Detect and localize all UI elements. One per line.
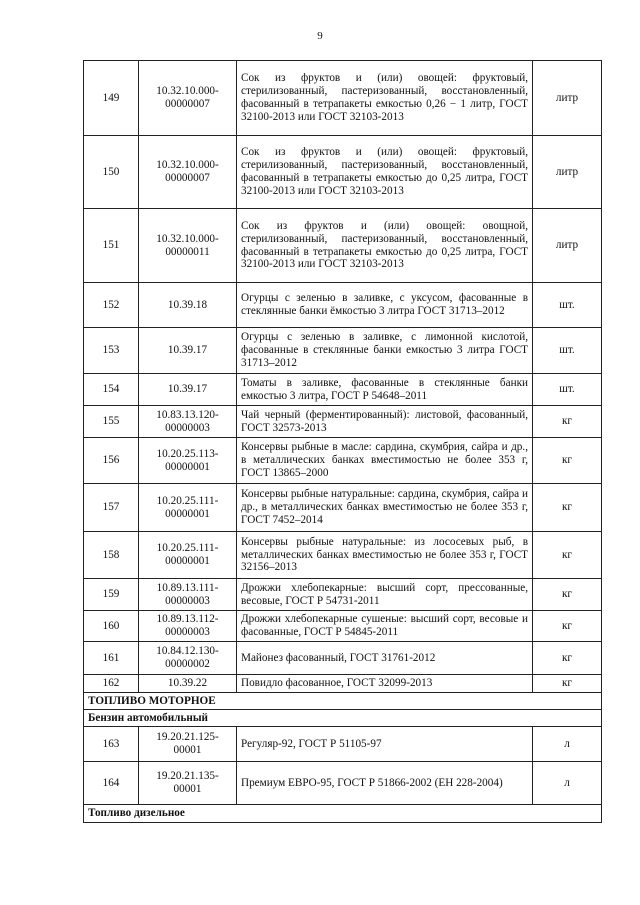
okpd-code: 10.89.13.111-00000003 bbox=[139, 579, 237, 611]
row-number: 164 bbox=[84, 762, 139, 805]
okpd-code: 10.32.10.000-00000007 bbox=[139, 61, 237, 136]
row-number: 160 bbox=[84, 611, 139, 642]
unit-of-measure: кг bbox=[533, 642, 602, 675]
table-row bbox=[84, 727, 602, 762]
unit-of-measure: кг bbox=[533, 438, 602, 484]
row-number: 163 bbox=[84, 727, 139, 762]
unit-of-measure: кг bbox=[533, 611, 602, 642]
okpd-code: 10.39.17 bbox=[139, 328, 237, 374]
row-number: 149 bbox=[84, 61, 139, 136]
unit-of-measure: л bbox=[533, 727, 602, 762]
item-description: Консервы рыбные натуральные: сардина, скумбрия, сайра и др., в металлических банках вместимостью не более 353 г, ГОСТ 7452–2014 bbox=[237, 484, 533, 532]
item-description: Сок из фруктов и (или) овощей: фруктовый, стерилизованный, пастеризованный, восстановленный, фасованный в тетрапакеты емкостью 0,26 − 1 литр, ГОСТ 32100-2013 или ГОСТ 32103-2013 bbox=[237, 61, 533, 136]
unit-of-measure: литр bbox=[533, 136, 602, 209]
item-description: Огурцы с зеленью в заливке, с уксусом, фасованные в стеклянные банки ёмкостью 3 литра ГОСТ 31713–2012 bbox=[237, 283, 533, 328]
unit-of-measure: шт. bbox=[533, 374, 602, 406]
table-row bbox=[84, 328, 602, 374]
okpd-code: 10.20.25.113-00000001 bbox=[139, 438, 237, 484]
unit-of-measure: кг bbox=[533, 532, 602, 579]
row-number: 151 bbox=[84, 209, 139, 283]
unit-of-measure: литр bbox=[533, 209, 602, 283]
table-row bbox=[84, 579, 602, 611]
table-row bbox=[84, 642, 602, 675]
table-row bbox=[84, 61, 602, 136]
row-number: 162 bbox=[84, 675, 139, 693]
row-number: 153 bbox=[84, 328, 139, 374]
okpd-code: 10.32.10.000-00000007 bbox=[139, 136, 237, 209]
item-description: Сок из фруктов и (или) овощей: фруктовый, стерилизованный, пастеризованный, восстановленный, фасованный в тетрапакеты емкостью до 0,25 литра, ГОСТ 32100-2013 или ГОСТ 32103-2013 bbox=[237, 136, 533, 209]
row-number: 154 bbox=[84, 374, 139, 406]
item-description: Консервы рыбные в масле: сардина, скумбрия, сайра и др., в металлических банках вместимостью не более 353 г, ГОСТ 13865–2000 bbox=[237, 438, 533, 484]
subsection-row bbox=[84, 710, 602, 727]
okpd-code: 10.39.22 bbox=[139, 675, 237, 693]
okpd-code: 10.39.18 bbox=[139, 283, 237, 328]
okpd-code: 10.89.13.112-00000003 bbox=[139, 611, 237, 642]
page-number: 9 bbox=[317, 30, 323, 42]
okpd-code: 19.20.21.135-00001 bbox=[139, 762, 237, 805]
table-row bbox=[84, 406, 602, 438]
goods-table bbox=[83, 60, 602, 823]
okpd-code: 19.20.21.125-00001 bbox=[139, 727, 237, 762]
unit-of-measure: кг bbox=[533, 406, 602, 438]
table-row bbox=[84, 762, 602, 805]
table-row bbox=[84, 484, 602, 532]
okpd-code: 10.84.12.130-00000002 bbox=[139, 642, 237, 675]
table-row bbox=[84, 209, 602, 283]
row-number: 158 bbox=[84, 532, 139, 579]
okpd-code: 10.32.10.000-00000011 bbox=[139, 209, 237, 283]
unit-of-measure: кг bbox=[533, 675, 602, 693]
item-description: Консервы рыбные натуральные: из лососевых рыб, в металлических банках вместимостью не более 353 г, ГОСТ 32156–2013 bbox=[237, 532, 533, 579]
row-number: 150 bbox=[84, 136, 139, 209]
row-number: 157 bbox=[84, 484, 139, 532]
row-number: 159 bbox=[84, 579, 139, 611]
item-description: Премиум ЕВРО-95, ГОСТ Р 51866-2002 (ЕН 228-2004) bbox=[237, 762, 533, 805]
subsection-title-diesel: Топливо дизельное bbox=[84, 805, 602, 823]
row-number: 161 bbox=[84, 642, 139, 675]
section-title-motor-fuel: ТОПЛИВО МОТОРНОЕ bbox=[84, 693, 602, 710]
table-row bbox=[84, 283, 602, 328]
row-number: 156 bbox=[84, 438, 139, 484]
table-row bbox=[84, 532, 602, 579]
row-number: 152 bbox=[84, 283, 139, 328]
unit-of-measure: кг bbox=[533, 484, 602, 532]
okpd-code: 10.39.17 bbox=[139, 374, 237, 406]
unit-of-measure: шт. bbox=[533, 328, 602, 374]
item-description: Огурцы с зеленью в заливке, с лимонной кислотой, фасованные в стеклянные банки емкостью 3 литра ГОСТ 31713–2012 bbox=[237, 328, 533, 374]
row-number: 155 bbox=[84, 406, 139, 438]
item-description: Дрожжи хлебопекарные: высший сорт, прессованные, весовые, ГОСТ Р 54731-2011 bbox=[237, 579, 533, 611]
table-row bbox=[84, 136, 602, 209]
section-row bbox=[84, 693, 602, 710]
okpd-code: 10.20.25.111-00000001 bbox=[139, 484, 237, 532]
table-row bbox=[84, 675, 602, 693]
unit-of-measure: кг bbox=[533, 579, 602, 611]
unit-of-measure: литр bbox=[533, 61, 602, 136]
table-row bbox=[84, 438, 602, 484]
table-row bbox=[84, 611, 602, 642]
item-description: Регуляр-92, ГОСТ Р 51105-97 bbox=[237, 727, 533, 762]
unit-of-measure: шт. bbox=[533, 283, 602, 328]
subsection-title-gasoline: Бензин автомобильный bbox=[84, 710, 602, 727]
item-description: Майонез фасованный, ГОСТ 31761-2012 bbox=[237, 642, 533, 675]
item-description: Чай черный (ферментированный): листовой, фасованный, ГОСТ 32573-2013 bbox=[237, 406, 533, 438]
item-description: Сок из фруктов и (или) овощей: овощной, стерилизованный, пастеризованный, восстановленный, фасованный в тетрапакеты емкостью до 0,25 литра, ГОСТ 32100-2013 или ГОСТ 32103-2013 bbox=[237, 209, 533, 283]
item-description: Повидло фасованное, ГОСТ 32099-2013 bbox=[237, 675, 533, 693]
unit-of-measure: л bbox=[533, 762, 602, 805]
item-description: Томаты в заливке, фасованные в стеклянные банки емкостью 3 литра, ГОСТ Р 54648–2011 bbox=[237, 374, 533, 406]
subsection-row bbox=[84, 805, 602, 823]
table-row bbox=[84, 374, 602, 406]
okpd-code: 10.20.25.111-00000001 bbox=[139, 532, 237, 579]
okpd-code: 10.83.13.120-00000003 bbox=[139, 406, 237, 438]
item-description: Дрожжи хлебопекарные сушеные: высший сорт, весовые и фасованные, ГОСТ Р 54845-2011 bbox=[237, 611, 533, 642]
